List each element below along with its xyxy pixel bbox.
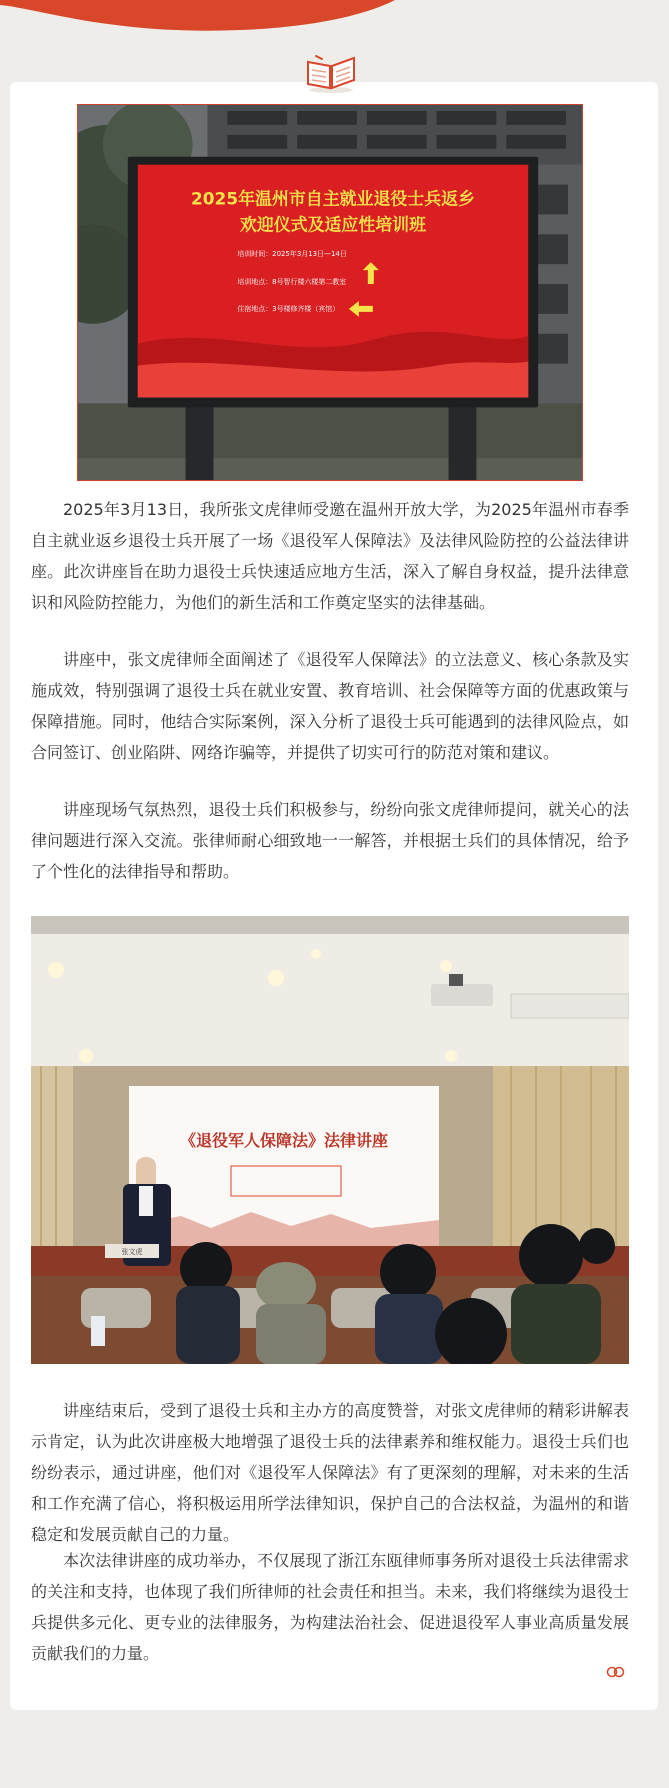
book-icon	[304, 50, 358, 94]
screen-line-venue: 培训地点：8号智行楼六楼第二教室	[237, 278, 347, 287]
slide-title: 《退役军人保障法》法律讲座	[179, 1131, 389, 1150]
paragraph-intro: 2025年3月13日，我所张文虎律师受邀在温州开放大学，为2025年温州市春季自主就业返乡退役士兵开展了一场《退役军人保障法》及法律风险防控的公益法律讲座。此次讲座旨在助力退役士兵快速适应地方生活，深入了解自身权益，提升法律意识和风险防控能力，为他们的新生活和工作奠定坚实的法律基础。	[31, 500, 629, 612]
led-screen-photo	[77, 104, 583, 481]
paragraph-lecture-content: 讲座中，张文虎律师全面阐述了《退役军人保障法》的立法意义、核心条款及实施成效，特别强调了退役士兵在就业安置、教育培训、社会保障等方面的优惠政策与保障措施。同时，他结合实际案例，深入分析了退役士兵可能遇到的法律风险点，如合同签订、创业陷阱、网络诈骗等，并提供了切实可行的防范对策和建议。	[31, 650, 629, 762]
end-rings-icon	[606, 1666, 626, 1678]
lecture-hall-photo	[31, 916, 629, 1364]
screen-title-2: 欢迎仪式及适应性培训班	[239, 214, 427, 235]
paragraph-feedback: 讲座结束后，受到了退役士兵和主办方的高度赞誉，对张文虎律师的精彩讲解表示肯定，认为此次讲座极大地增强了退役士兵的法律素养和维权能力。退役士兵们也纷纷表示，通过讲座，他们对《退役军人保障法》有了更深刻的理解，对未来的生活和工作充满了信心，将积极运用所学法律知识，保护自己的合法权益，为温州的和谐稳定和发展贡献自己的力量。	[31, 1401, 629, 1544]
screen-line-time: 培训时间：2025年3月13日—14日	[237, 250, 347, 259]
paragraph-interaction: 讲座现场气氛热烈，退役士兵们积极参与，纷纷向张文虎律师提问，就关心的法律问题进行深入交流。张律师耐心细致地一一解答，并根据士兵们的具体情况，给予了个性化的法律指导和帮助。	[31, 800, 629, 881]
screen-title-1: 2025年温州市自主就业退役士兵返乡	[191, 188, 475, 209]
bottom-wave-decoration	[0, 1700, 669, 1788]
screen-line-lodging: 住宿地点：3号楼修齐楼（宾馆）	[237, 304, 340, 313]
speaker-name-card: 张文虎	[121, 1248, 143, 1256]
paragraph-conclusion: 本次法律讲座的成功举办，不仅展现了浙江东瓯律师事务所对退役士兵法律需求的关注和支持，也体现了我们所律师的社会责任和担当。未来，我们将继续为退役士兵提供多元化、更专业的法律服务，为构建法治社会、促进退役军人事业高质量发展贡献我们的力量。	[31, 1551, 629, 1663]
